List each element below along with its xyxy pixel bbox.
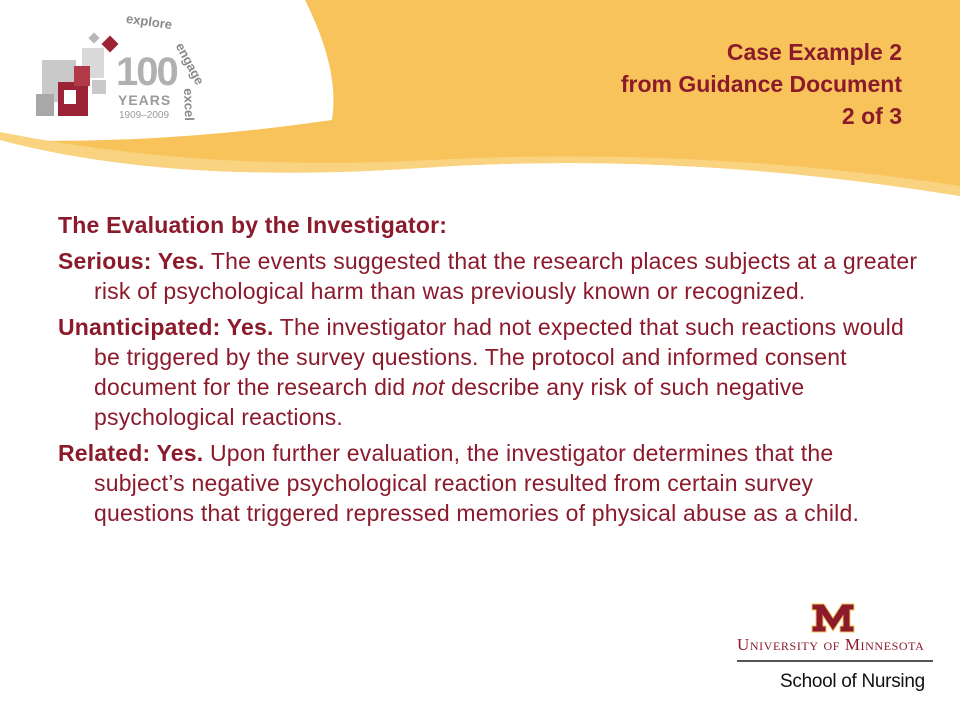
unanticipated-text-1: The investigator had not expected that such reactions would be triggered by the survey questions. The protocol and informed consent document for the research did <box>94 314 904 400</box>
related-paragraph <box>58 438 918 528</box>
anniversary-range: 1909–2009 <box>119 110 170 121</box>
slide-title <box>621 36 902 132</box>
evaluation-heading: The Evaluation by the Investigator: <box>58 212 448 238</box>
umn-m-mark <box>810 602 856 634</box>
unanticipated-lead: Unanticipated: Yes. <box>58 314 274 340</box>
unanticipated-paragraph <box>58 312 918 432</box>
related-lead: Related: Yes. <box>58 440 204 466</box>
school-of-nursing: School of Nursing <box>780 671 925 692</box>
cubes-graphic <box>20 30 130 140</box>
engage-word: engage <box>172 40 208 88</box>
slide-body <box>58 210 918 534</box>
anniversary-years: YEARS <box>118 92 172 108</box>
title-line-1: Case Example 2 <box>726 39 902 65</box>
umn-divider <box>737 660 933 664</box>
related-text: Upon further evaluation, the investigator determines that the subject’s negative psychological reaction resulted from certain survey questions that triggered repressed memories of physical abuse as a child. <box>94 440 860 526</box>
explore-word: explore <box>125 10 174 33</box>
umn-wordmark: University of Minnesota <box>737 635 925 654</box>
unanticipated-emphasis: not <box>411 374 445 400</box>
anniversary-number: 100 <box>116 50 177 94</box>
serious-paragraph <box>58 246 918 306</box>
title-line-2: from Guidance Document <box>620 71 902 97</box>
excel-word: excel <box>181 88 198 122</box>
serious-lead: Serious: Yes. <box>58 248 205 274</box>
unanticipated-text-2: describe any risk of such negative psychological reactions. <box>94 374 805 430</box>
serious-text: The events suggested that the research places subjects at a greater risk of psychological harm than was previously known or recognized. <box>94 248 918 304</box>
title-line-3: 2 of 3 <box>841 103 902 129</box>
